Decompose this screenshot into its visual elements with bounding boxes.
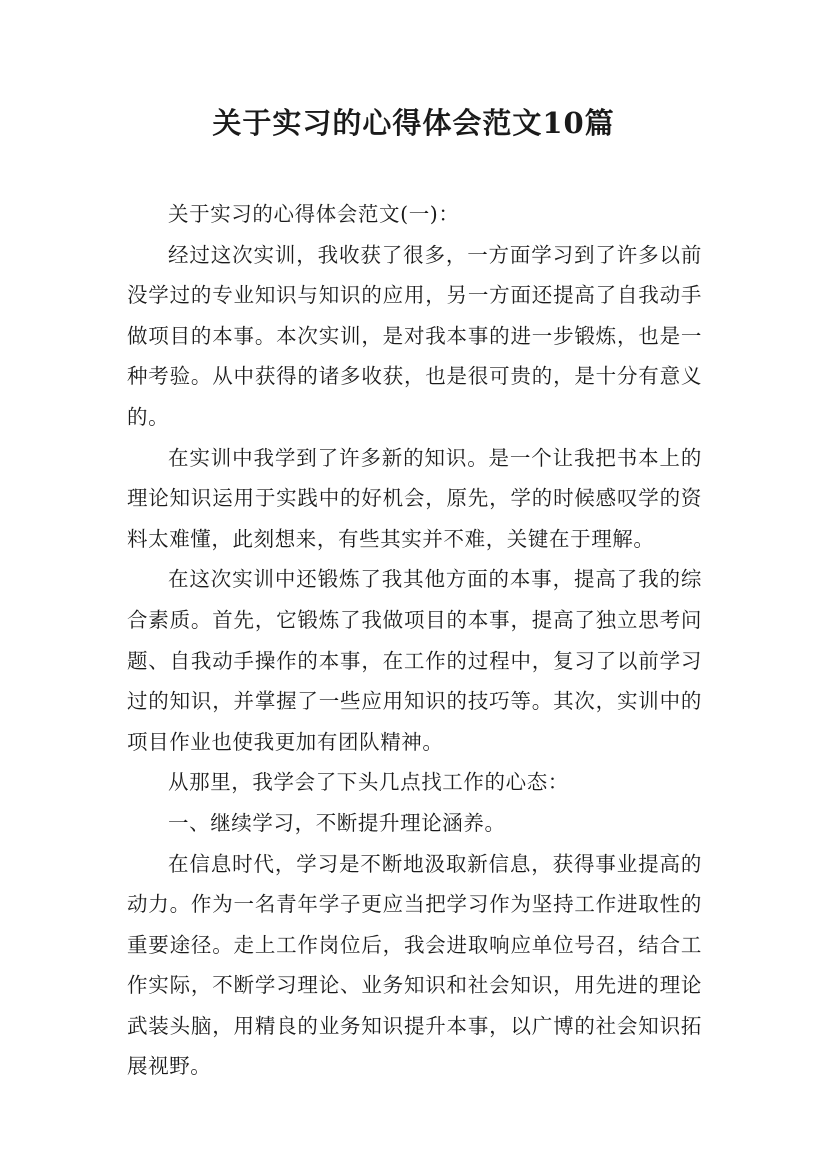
document-title: 关于实习的心得体会范文10篇	[212, 106, 615, 140]
paragraph: 在这次实训中还锻炼了我其他方面的本事，提高了我的综合素质。首先，它锻炼了我做项目的本事，提高了独立思考问题、自我动手操作的本事，在工作的过程中，复习了以前学习过的知识，并掌握了一些应用知识的技巧等。其次，实训中的项目作业也使我更加有团队精神。	[127, 567, 702, 754]
paragraph: 在实训中我学到了许多新的知识。是一个让我把书本上的理论知识运用于实践中的好机会，原先，学的时候感叹学的资料太难懂，此刻想来，有些其实并不难，关键在于理解。	[127, 445, 702, 551]
paragraph: 从那里，我学会了下头几点找工作的心态：	[168, 770, 569, 795]
paragraph-subheading: 一、继续学习，不断提升理论涵养。	[168, 810, 506, 835]
document-body	[127, 194, 702, 1087]
paragraph-heading: 关于实习的心得体会范文(一)：	[168, 202, 460, 226]
paragraph: 经过这次实训，我收获了很多，一方面学习到了许多以前没学过的专业知识与知识的应用，另一方面还提高了自我动手做项目的本事。本次实训，是对我本事的进一步锻炼，也是一种考验。从中获得的诸多收获，也是很可贵的，是十分有意义的。	[127, 242, 702, 429]
paragraph: 在信息时代，学习是不断地汲取新信息，获得事业提高的动力。作为一名青年学子更应当把学习作为坚持工作进取性的重要途径。走上工作岗位后，我会进取响应单位号召，结合工作实际，不断学习理论、业务知识和社会知识，用先进的理论武装头脑，用精良的业务知识提升本事，以广博的社会知识拓展视野。	[127, 851, 702, 1079]
